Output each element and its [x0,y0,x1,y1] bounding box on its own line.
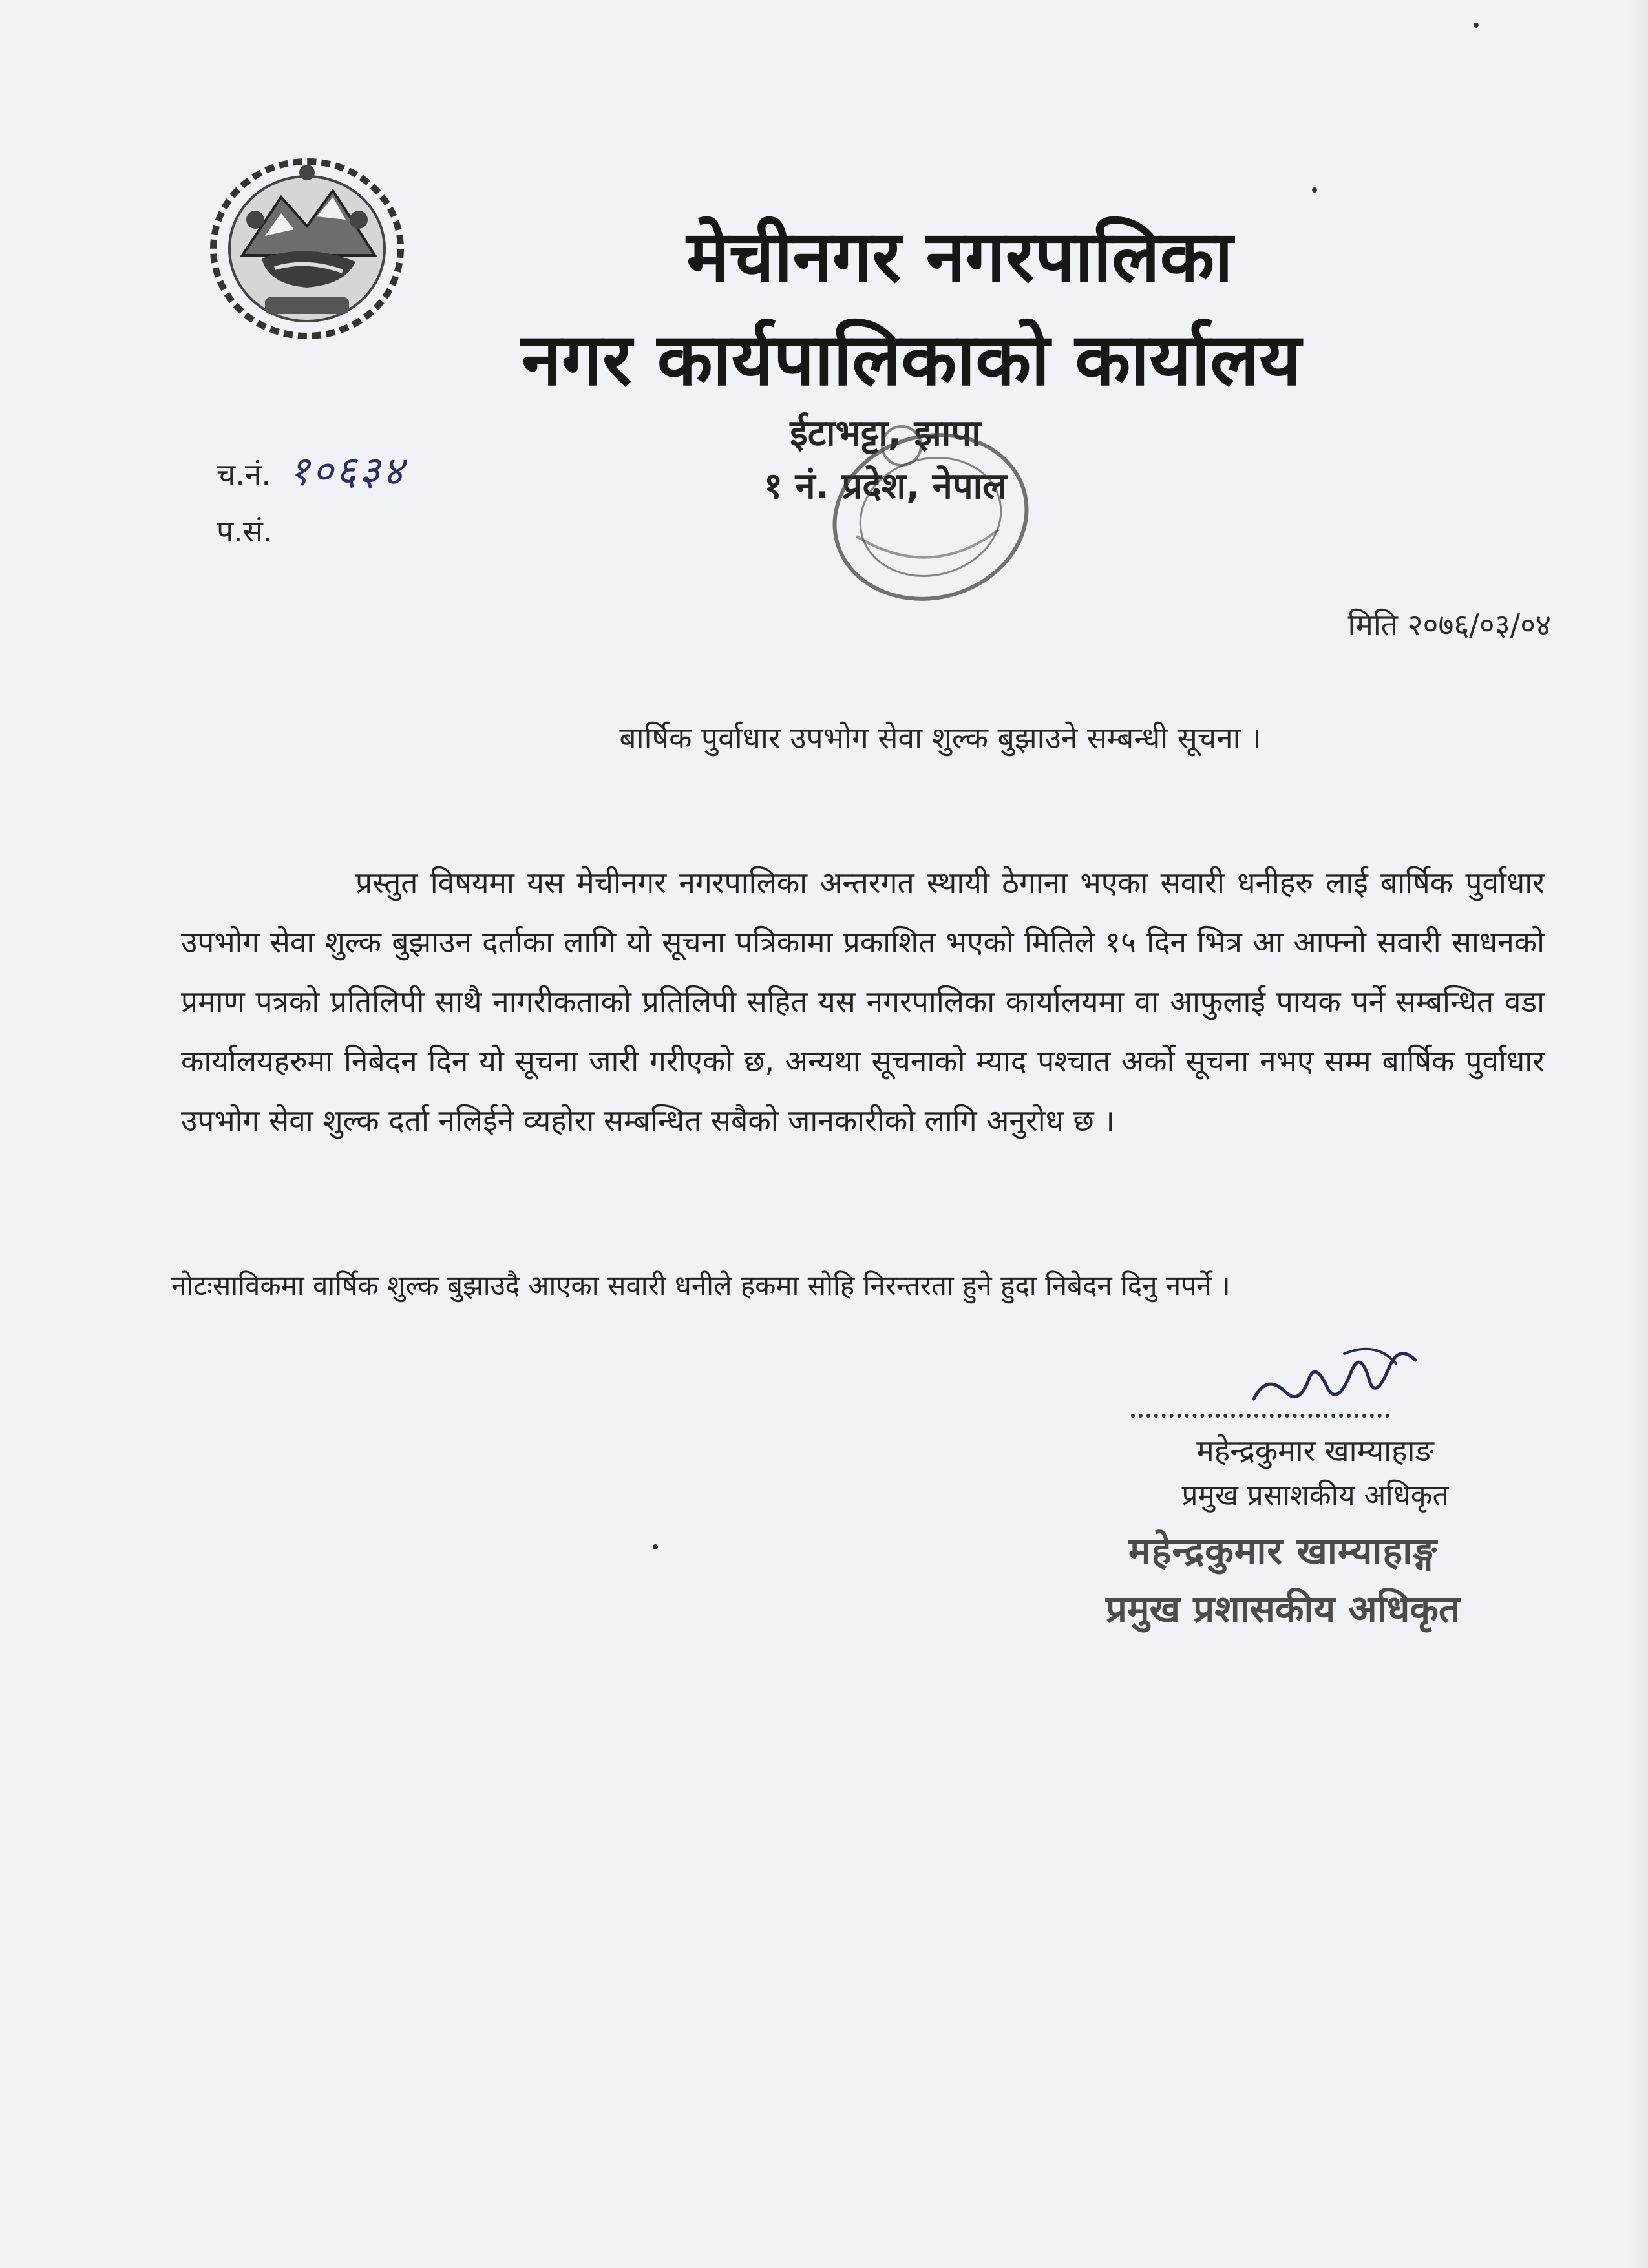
signatory-stamp-title: प्रमुख प्रशासकीय अधिकृत [1105,1587,1460,1631]
reference-block [217,443,406,560]
signatory-title: प्रमुख प्रसाशकीय अधिकृत [1181,1479,1449,1512]
municipality-name: मेचीनगर नगरपालिका [686,215,1233,298]
letter-number-label: प.सं. [217,514,273,549]
dispatch-number-label: च.नं. [217,457,271,492]
notice-note: नोटःसाविकमा वार्षिक शुल्क बुझाउदै आएका सवारी धनीले हकमा सोहि निरन्तरता हुने हुदा निबेदन दिनु नपर्ने । [171,1270,1231,1301]
signatory-stamp [1095,1522,1470,1638]
notice-body: प्रस्तुत विषयमा यस मेचीनगर नगरपालिका अन्तरगत स्थायी ठेगाना भएका सवारी धनीहरु लाई बार्षिक पुर्वाधार उपभोग सेवा शुल्क बुझाउन दर्ताका लागि यो सूचना पत्रिकामा प्रकाशित भएको मितिले १५ दिन भित्र आ आफ्नो सवारी साधनको प्रमाण पत्रको प्रतिलिपी साथै नागरीकताको प्रतिलिपी सहित यस नगरपालिका कार्यालयमा वा आफुलाई पायक पर्ने सम्बन्धित वडा कार्यालयहरुमा निबेदन दिन यो सूचना जारी गरीएको छ, अन्यथा सूचनाको म्याद पश्चात अर्को सूचना नभए सम्म बार्षिक पुर्वाधार उपभोग सेवा शुल्क दर्ता नलिईने व्यहोरा सम्बन्धित सबैको जानकारीको लागि अनुरोध छ । [181,865,1545,1138]
notice-subject: बार्षिक पुर्वाधार उपभोग सेवा शुल्क बुझाउने सम्बन्धी सूचना । [619,720,1262,755]
office-seal-stamp [792,388,1063,620]
office-name: नगर कार्यपालिकाको कार्यालय [521,318,1302,402]
address-line-1: ईटाभट्टा, झापा [790,412,981,454]
scan-speck [653,1544,658,1549]
address-line-2: १ नं. प्रदेश, नेपाल [763,465,1008,507]
signature-icon [1247,1334,1441,1418]
signatory-stamp-name: महेन्द्रकुमार खाम्याहाङ्ग [1128,1529,1437,1573]
scan-speck [1474,23,1479,28]
dispatch-number-row [217,443,406,503]
signatory-block [1134,1428,1496,1518]
scan-speck [1312,187,1317,193]
dispatch-number: १०६३४ [288,447,407,494]
signature-line [1131,1414,1389,1418]
notice-date: मिति २०७६/०३/०४ [1347,607,1551,642]
signatory-name: महेन्द्रकुमार खाम्याहाङ [1196,1433,1434,1468]
